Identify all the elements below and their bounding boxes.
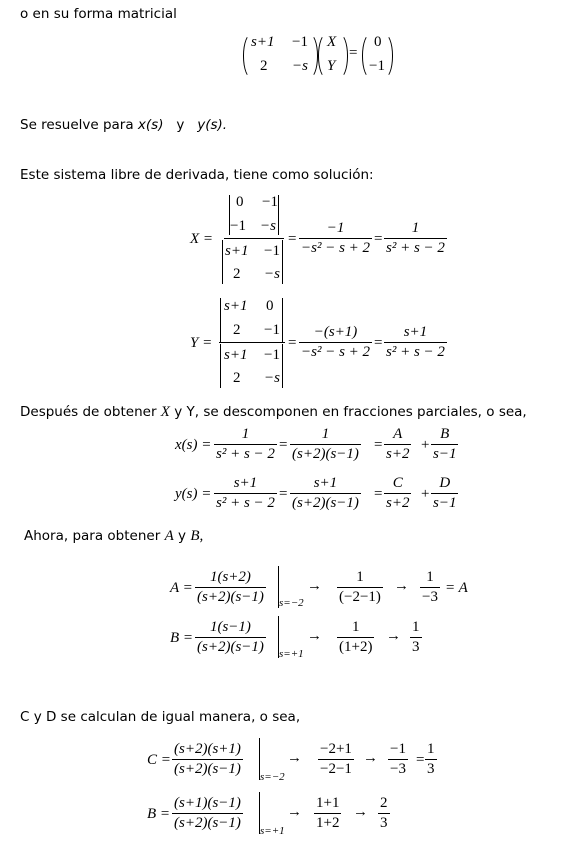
matrix-cell: 2: [260, 58, 268, 74]
solve-text: Se resuelve para x(s) y y(s).: [20, 117, 228, 133]
matrix-cell: s+1: [251, 34, 275, 50]
solution-heading: Este sistema libre de derivada, tiene como solución:: [20, 167, 374, 183]
matrix-cell: −1: [292, 34, 308, 50]
partial-fractions-text: Después de obtener X y Y, se descomponen en fracciones parciales, o sea,: [20, 404, 527, 420]
intro-text: o en su forma matricial: [20, 6, 177, 22]
coefficients-text: Ahora, para obtener A y B,: [24, 528, 204, 544]
matrix-cell: −s: [292, 58, 308, 74]
cd-text: C y D se calculan de igual manera, o sea,: [20, 709, 301, 725]
vector-cell: −1: [369, 58, 385, 74]
vector-cell: 0: [374, 34, 382, 50]
vector-cell: X: [327, 34, 337, 50]
vector-cell: Y: [327, 58, 336, 74]
equals-sign: =: [349, 45, 358, 61]
